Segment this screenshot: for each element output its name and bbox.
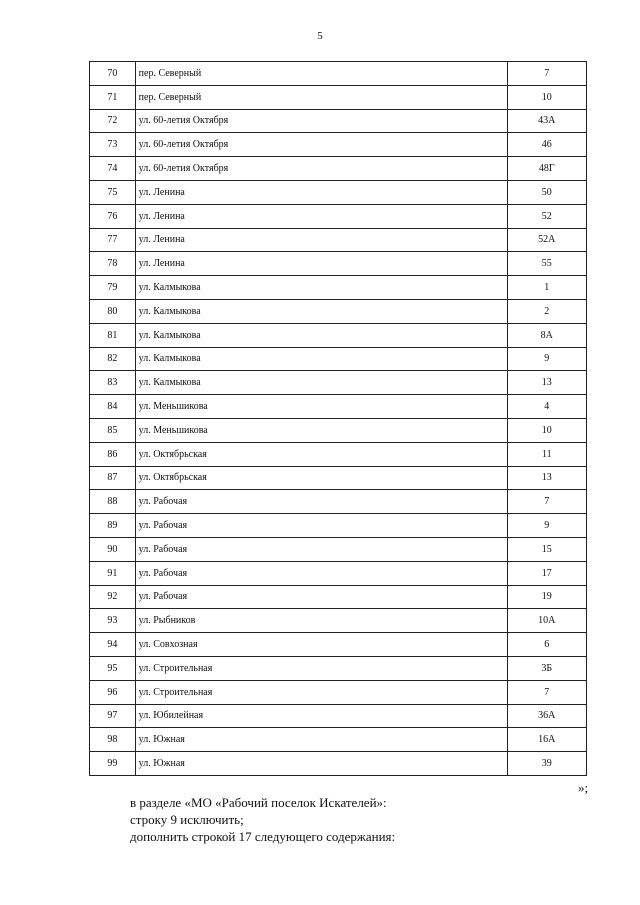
row-number-cell: 87 xyxy=(90,466,136,490)
row-number-cell: 93 xyxy=(90,609,136,633)
row-number-cell: 89 xyxy=(90,514,136,538)
row-number-cell: 95 xyxy=(90,656,136,680)
table-row xyxy=(90,704,587,728)
table-row xyxy=(90,609,587,633)
house-number-cell: 9 xyxy=(507,514,586,538)
street-cell: ул. Меньшикова xyxy=(135,395,507,419)
row-number-cell: 75 xyxy=(90,180,136,204)
table-row xyxy=(90,347,587,371)
row-number-cell: 92 xyxy=(90,585,136,609)
row-number-cell: 94 xyxy=(90,633,136,657)
street-cell: ул. Строительная xyxy=(135,680,507,704)
row-number-cell: 72 xyxy=(90,109,136,133)
row-number-cell: 70 xyxy=(90,62,136,86)
house-number-cell: 39 xyxy=(507,752,586,776)
page-number: 5 xyxy=(317,30,323,42)
row-number-cell: 81 xyxy=(90,323,136,347)
street-cell: ул. Рыбников xyxy=(135,609,507,633)
street-cell: ул. Рабочая xyxy=(135,585,507,609)
table-row xyxy=(90,656,587,680)
row-number-cell: 99 xyxy=(90,752,136,776)
table-row xyxy=(90,442,587,466)
house-number-cell: 3Б xyxy=(507,656,586,680)
row-number-cell: 74 xyxy=(90,157,136,181)
row-number-cell: 80 xyxy=(90,299,136,323)
house-number-cell: 8А xyxy=(507,323,586,347)
house-number-cell: 11 xyxy=(507,442,586,466)
row-number-cell: 77 xyxy=(90,228,136,252)
house-number-cell: 4 xyxy=(507,395,586,419)
house-number-cell: 7 xyxy=(507,490,586,514)
street-cell: ул. Калмыкова xyxy=(135,371,507,395)
table-row xyxy=(90,752,587,776)
house-number-cell: 7 xyxy=(507,62,586,86)
house-number-cell: 17 xyxy=(507,561,586,585)
street-cell: ул. Рабочая xyxy=(135,537,507,561)
table-row xyxy=(90,228,587,252)
row-number-cell: 97 xyxy=(90,704,136,728)
house-number-cell: 10 xyxy=(507,85,586,109)
house-number-cell: 10А xyxy=(507,609,586,633)
street-cell: ул. Октябрьская xyxy=(135,442,507,466)
row-number-cell: 91 xyxy=(90,561,136,585)
house-number-cell: 48Г xyxy=(507,157,586,181)
table-row xyxy=(90,418,587,442)
row-number-cell: 90 xyxy=(90,537,136,561)
house-number-cell: 36А xyxy=(507,704,586,728)
street-cell: ул. Юбилейная xyxy=(135,704,507,728)
street-cell: ул. Южная xyxy=(135,728,507,752)
table-row xyxy=(90,680,587,704)
street-cell: ул. Рабочая xyxy=(135,490,507,514)
paragraph-section: в разделе «МО «Рабочий поселок Искателей»: xyxy=(130,795,387,810)
street-cell: ул. 60-летия Октября xyxy=(135,157,507,181)
house-number-cell: 19 xyxy=(507,585,586,609)
street-cell: пер. Северный xyxy=(135,85,507,109)
row-number-cell: 84 xyxy=(90,395,136,419)
street-cell: ул. Ленина xyxy=(135,252,507,276)
row-number-cell: 88 xyxy=(90,490,136,514)
house-number-cell: 2 xyxy=(507,299,586,323)
street-cell: ул. Октябрьская xyxy=(135,466,507,490)
house-number-cell: 13 xyxy=(507,466,586,490)
house-number-cell: 13 xyxy=(507,371,586,395)
table-row xyxy=(90,371,587,395)
street-cell: ул. Совхозная xyxy=(135,633,507,657)
table-row xyxy=(90,180,587,204)
house-number-cell: 6 xyxy=(507,633,586,657)
street-cell: ул. Рабочая xyxy=(135,514,507,538)
street-cell: ул. Ленина xyxy=(135,228,507,252)
street-cell: ул. Ленина xyxy=(135,204,507,228)
row-number-cell: 73 xyxy=(90,133,136,157)
house-number-cell: 1 xyxy=(507,276,586,300)
table-row xyxy=(90,728,587,752)
table-row xyxy=(90,323,587,347)
house-number-cell: 46 xyxy=(507,133,586,157)
table-row xyxy=(90,561,587,585)
street-cell: ул. Калмыкова xyxy=(135,323,507,347)
house-number-cell: 7 xyxy=(507,680,586,704)
house-number-cell: 52А xyxy=(507,228,586,252)
table-row xyxy=(90,109,587,133)
closing-quote-mark: »; xyxy=(578,780,589,795)
row-number-cell: 82 xyxy=(90,347,136,371)
address-table-body xyxy=(90,62,587,776)
table-row xyxy=(90,204,587,228)
row-number-cell: 86 xyxy=(90,442,136,466)
house-number-cell: 52 xyxy=(507,204,586,228)
table-row xyxy=(90,633,587,657)
house-number-cell: 15 xyxy=(507,537,586,561)
street-cell: ул. Калмыкова xyxy=(135,276,507,300)
table-row xyxy=(90,276,587,300)
row-number-cell: 79 xyxy=(90,276,136,300)
house-number-cell: 10 xyxy=(507,418,586,442)
table-row xyxy=(90,252,587,276)
house-number-cell: 43А xyxy=(507,109,586,133)
street-cell: ул. Калмыкова xyxy=(135,299,507,323)
paragraph-exclude: строку 9 исключить; xyxy=(130,812,244,827)
house-number-cell: 9 xyxy=(507,347,586,371)
table-row xyxy=(90,62,587,86)
row-number-cell: 83 xyxy=(90,371,136,395)
row-number-cell: 96 xyxy=(90,680,136,704)
street-cell: ул. Ленина xyxy=(135,180,507,204)
table-row xyxy=(90,299,587,323)
table-row xyxy=(90,490,587,514)
table-row xyxy=(90,395,587,419)
table-row xyxy=(90,466,587,490)
street-cell: ул. Калмыкова xyxy=(135,347,507,371)
row-number-cell: 76 xyxy=(90,204,136,228)
row-number-cell: 71 xyxy=(90,85,136,109)
street-cell: ул. Строительная xyxy=(135,656,507,680)
house-number-cell: 16А xyxy=(507,728,586,752)
table-row xyxy=(90,514,587,538)
table-row xyxy=(90,157,587,181)
house-number-cell: 55 xyxy=(507,252,586,276)
street-cell: ул. Южная xyxy=(135,752,507,776)
table-row xyxy=(90,85,587,109)
street-cell: ул. Рабочая xyxy=(135,561,507,585)
row-number-cell: 98 xyxy=(90,728,136,752)
table-row xyxy=(90,133,587,157)
row-number-cell: 78 xyxy=(90,252,136,276)
house-number-cell: 50 xyxy=(507,180,586,204)
street-cell: пер. Северный xyxy=(135,62,507,86)
row-number-cell: 85 xyxy=(90,418,136,442)
address-table xyxy=(89,61,587,776)
table-row xyxy=(90,585,587,609)
street-cell: ул. Меньшикова xyxy=(135,418,507,442)
street-cell: ул. 60-летия Октября xyxy=(135,133,507,157)
table-row xyxy=(90,537,587,561)
paragraph-add: дополнить строкой 17 следующего содержания: xyxy=(130,829,396,844)
street-cell: ул. 60-летия Октября xyxy=(135,109,507,133)
